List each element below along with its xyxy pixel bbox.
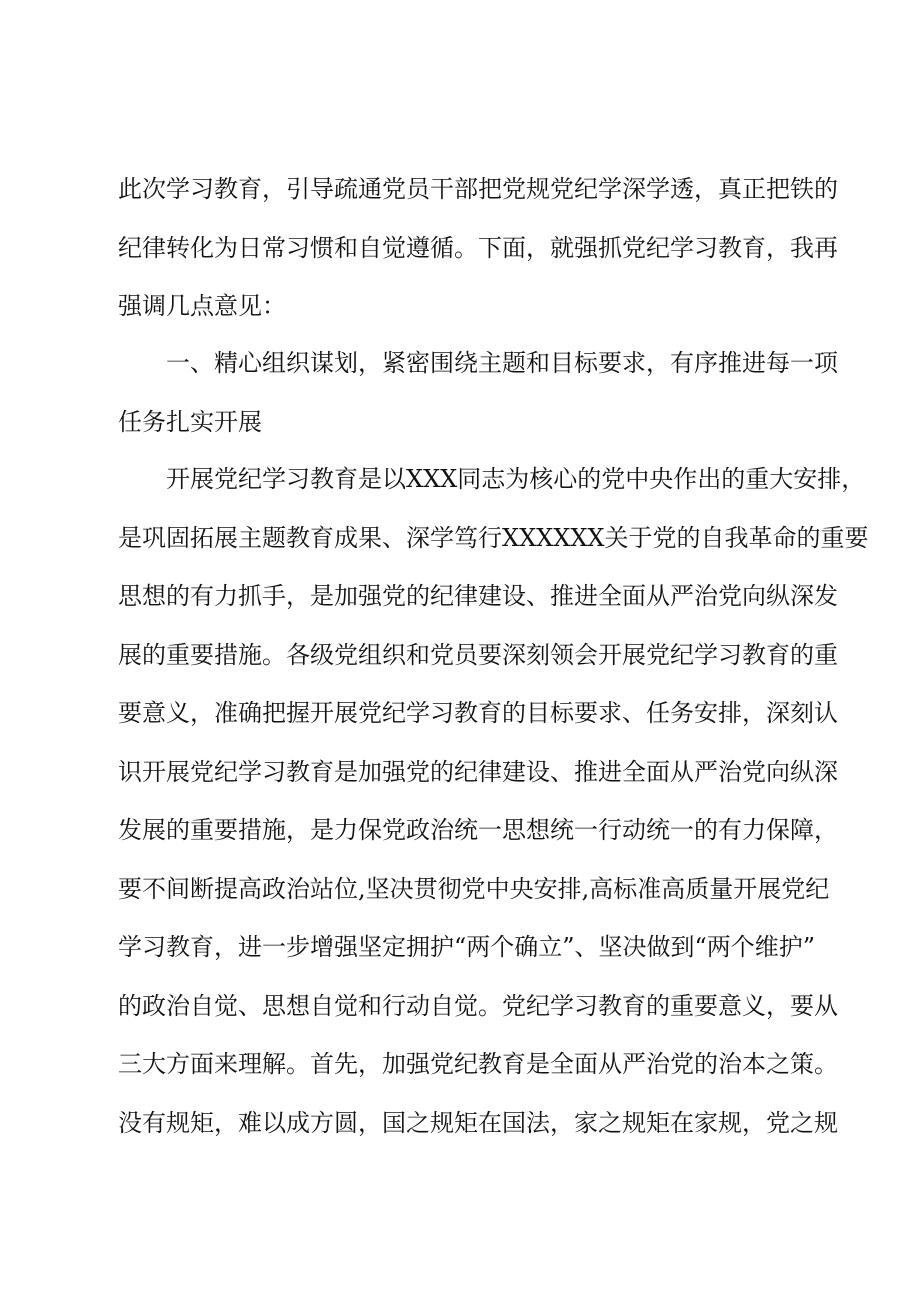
body-line-10: 的政治自觉、思想自觉和行动自觉。党纪学习教育的重要意义，要从	[118, 991, 838, 1020]
section-heading	[118, 334, 838, 451]
intro-line-3: 强调几点意见：	[118, 292, 286, 320]
body-line-7: 发展的重要措施，是力保党政治统一思想统一行动统一的有力保障，	[118, 816, 838, 844]
body-line-11: 三大方面来理解。首先，加强党纪教育是全面从严治党的治本之策。	[118, 1050, 838, 1078]
heading-line-1: 一、精心组织谋划，紧密围绕主题和目标要求，有序推进每一项	[166, 349, 838, 377]
body-line-3: 思想的有力抓手，是加强党的纪律建设、推进全面从严治党向纵深发	[118, 582, 838, 610]
heading-line-2: 任务扎实开展	[118, 407, 262, 436]
body-line-1: 开展党纪学习教育是以XXX同志为核心的党中央作出的重大安排，	[166, 465, 866, 493]
intro-line-1: 此次学习教育，引导疏通党员干部把党规党纪学深学透，真正把铁的	[118, 175, 838, 203]
intro-line-2: 纪律转化为日常习惯和自觉遵循。下面，就强抓党纪学习教育，我再	[118, 233, 838, 262]
body-line-8: 要不间断提高政治站位,坚决贯彻党中央安排,高标准高质量开展党纪	[118, 874, 830, 903]
body-line-9: 学习教育，进一步增强坚定拥护“两个确立”、坚决做到“两个维护”	[118, 933, 816, 961]
body-line-12: 没有规矩，难以成方圆，国之规矩在国法，家之规矩在家规，党之规	[118, 1108, 838, 1137]
body-line-5: 要意义，准确把握开展党纪学习教育的目标要求、任务安排，深刻认	[118, 699, 838, 727]
body-paragraph	[118, 450, 869, 1152]
body-line-6: 识开展党纪学习教育是加强党的纪律建设、推进全面从严治党向纵深	[118, 757, 838, 786]
body-line-4: 展的重要措施。各级党组织和党员要深刻领会开展党纪学习教育的重	[118, 640, 838, 669]
intro-paragraph	[118, 160, 838, 336]
body-line-2: 是巩固拓展主题教育成果、深学笃行XXXXXX关于党的自我革命的重要	[118, 523, 869, 552]
